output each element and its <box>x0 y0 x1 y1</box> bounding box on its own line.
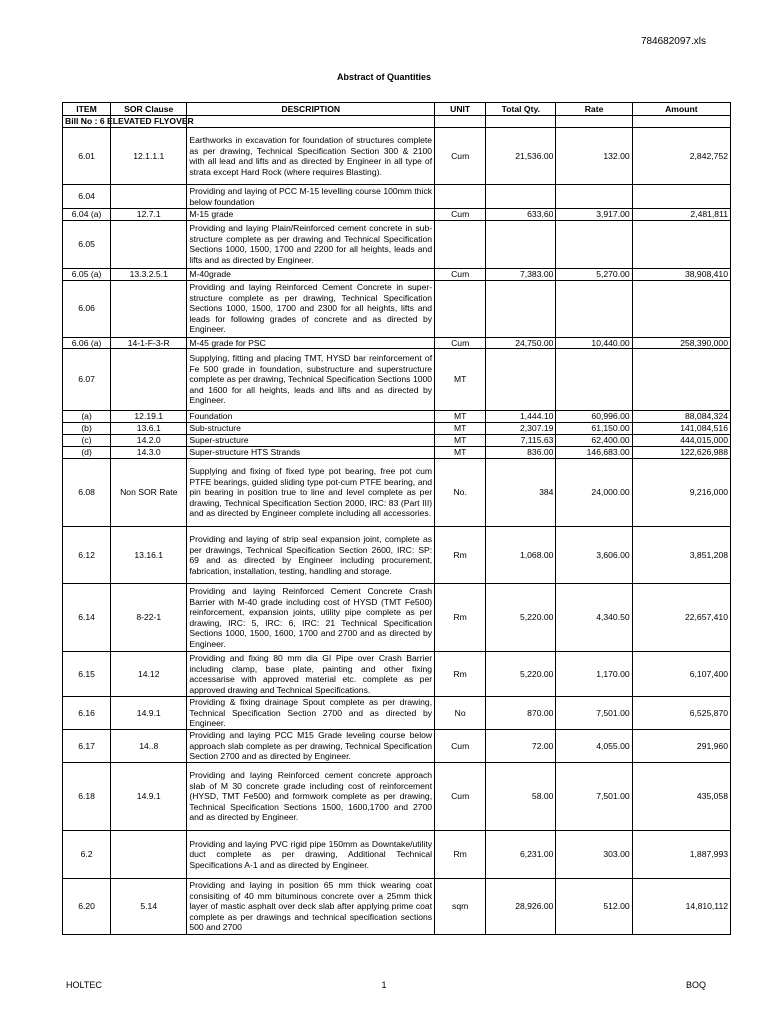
row-item-number: 6.2 <box>63 831 111 879</box>
row-amount: 22,657,410 <box>632 584 730 652</box>
table-row <box>63 584 731 652</box>
row-total-qty <box>486 280 556 337</box>
row-total-qty: 1,444.10 <box>486 411 556 423</box>
row-item-number: (d) <box>63 447 111 459</box>
row-rate: 61,150.00 <box>556 423 632 435</box>
row-unit: No <box>435 697 486 730</box>
row-amount: 444,015,000 <box>632 435 730 447</box>
row-description: M-40grade <box>187 268 435 280</box>
table-row <box>63 337 731 349</box>
row-item-number: 6.16 <box>63 697 111 730</box>
table-row <box>63 423 731 435</box>
row-description: Providing and laying PCC M15 Grade leveling course below approach slab complete as per drawing, Technical Specification Section 2700 and as directed by Engineer. <box>187 730 435 763</box>
row-unit: sqm <box>435 879 486 935</box>
column-header-unit: UNIT <box>435 103 486 116</box>
row-unit: Rm <box>435 584 486 652</box>
row-unit: Rm <box>435 831 486 879</box>
table-row <box>63 527 731 584</box>
row-item-number: (c) <box>63 435 111 447</box>
row-amount: 122,626,988 <box>632 447 730 459</box>
table-row <box>63 435 731 447</box>
row-rate: 132.00 <box>556 128 632 185</box>
row-rate: 3,917.00 <box>556 209 632 221</box>
table-row <box>63 459 731 527</box>
row-item-number: 6.07 <box>63 349 111 411</box>
row-rate: 7,501.00 <box>556 763 632 831</box>
row-description: Supplying, fitting and placing TMT, HYSD bar reinforcement of Fe 500 grade in foundation, substructure and superstructure complete as per drawing, Technical Specification Sections 1000 and 1600 for all heights, leads and lifts and as directed by Engineer. <box>187 349 435 411</box>
row-sor-clause: 14.9.1 <box>111 763 187 831</box>
row-unit: MT <box>435 411 486 423</box>
row-sor-clause <box>111 831 187 879</box>
row-rate: 7,501.00 <box>556 697 632 730</box>
row-item-number: 6.06 (a) <box>63 337 111 349</box>
row-rate: 60,996.00 <box>556 411 632 423</box>
file-name: 784682097.xls <box>640 36 706 47</box>
row-unit: Rm <box>435 527 486 584</box>
row-rate: 4,340.50 <box>556 584 632 652</box>
row-unit: Cum <box>435 209 486 221</box>
row-total-qty: 7,115.63 <box>486 435 556 447</box>
row-total-qty: 633.60 <box>486 209 556 221</box>
row-amount: 6,525,870 <box>632 697 730 730</box>
row-description: Providing and laying in position 65 mm thick wearing coat consisiting of 40 mm bituminous concrete over a 25mm thick layer of mastic asphalt over deck slab after applying prime coat complete as per drawings and technical specification sections 500 and 2700 <box>187 879 435 935</box>
row-unit: Cum <box>435 128 486 185</box>
row-unit <box>435 280 486 337</box>
row-item-number: 6.14 <box>63 584 111 652</box>
row-unit: Cum <box>435 763 486 831</box>
row-description: Super-structure HTS Strands <box>187 447 435 459</box>
row-unit <box>435 220 486 268</box>
table-row <box>63 763 731 831</box>
row-rate: 512.00 <box>556 879 632 935</box>
row-amount: 2,842,752 <box>632 128 730 185</box>
row-total-qty: 6,231.00 <box>486 831 556 879</box>
footer-sheet-name: BOQ <box>685 980 706 990</box>
table-row <box>63 831 731 879</box>
page-title: Abstract of Quantities <box>336 72 431 82</box>
row-total-qty: 2,307.19 <box>486 423 556 435</box>
row-total-qty: 5,220.00 <box>486 584 556 652</box>
row-rate: 146,683.00 <box>556 447 632 459</box>
row-item-number: (a) <box>63 411 111 423</box>
row-description: M-15 grade <box>187 209 435 221</box>
row-sor-clause: 5.14 <box>111 879 187 935</box>
row-total-qty <box>486 220 556 268</box>
column-header-description: DESCRIPTION <box>187 103 435 116</box>
row-amount <box>632 349 730 411</box>
column-header-rate: Rate <box>556 103 632 116</box>
row-description: Providing and laying of PCC M-15 levelling course 100mm thick below foundation <box>187 185 435 209</box>
table-row <box>63 209 731 221</box>
row-item-number: 6.18 <box>63 763 111 831</box>
row-description: Foundation <box>187 411 435 423</box>
row-amount <box>632 185 730 209</box>
table-row <box>63 185 731 209</box>
row-description: Providing and laying Reinforced cement concrete approach slab of M 30 concrete grade including cost of reinforcement (HYSD, TMT Fe500) and formwork complete as per drawing, Technical Specification Sections 1500, 1600,1700 and 2700 and as directed by Engineer. <box>187 763 435 831</box>
footer-page-number: 1 <box>381 980 387 990</box>
row-item-number: 6.08 <box>63 459 111 527</box>
row-unit: Cum <box>435 268 486 280</box>
row-total-qty: 384 <box>486 459 556 527</box>
table-row <box>63 280 731 337</box>
row-sor-clause: 13.3.2.5.1 <box>111 268 187 280</box>
row-item-number: (b) <box>63 423 111 435</box>
row-sor-clause: 13.6.1 <box>111 423 187 435</box>
row-sor-clause: 12.1.1.1 <box>111 128 187 185</box>
row-sor-clause: 14..8 <box>111 730 187 763</box>
row-description: Providing and laying of strip seal expansion joint, complete as per drawings, Technical Specification Section 2600, IRC: SP: 69 and as directed by Engineer including procurement, fabrication, installation, testing, handling and storage. <box>187 527 435 584</box>
row-description: Providing & fixing drainage Spout complete as per drawing, Technical Specification Section 2700 and as directed by Engineer. <box>187 697 435 730</box>
row-sor-clause <box>111 220 187 268</box>
row-total-qty: 58.00 <box>486 763 556 831</box>
row-sor-clause: 12.7.1 <box>111 209 187 221</box>
row-unit <box>435 185 486 209</box>
row-amount: 9,216,000 <box>632 459 730 527</box>
column-header-sor-clause: SOR Clause <box>111 103 187 116</box>
row-unit: No. <box>435 459 486 527</box>
row-total-qty <box>486 185 556 209</box>
row-total-qty: 21,536.00 <box>486 128 556 185</box>
row-sor-clause: Non SOR Rate <box>111 459 187 527</box>
table-row <box>63 879 731 935</box>
row-amount <box>632 280 730 337</box>
row-item-number: 6.05 <box>63 220 111 268</box>
row-sor-clause: 14.2.0 <box>111 435 187 447</box>
column-header-total-qty: Total Qty. <box>486 103 556 116</box>
row-unit: Cum <box>435 337 486 349</box>
row-rate: 1,170.00 <box>556 652 632 697</box>
table-row <box>63 697 731 730</box>
row-sor-clause: 14-1-F-3-R <box>111 337 187 349</box>
row-sor-clause <box>111 280 187 337</box>
row-total-qty: 72.00 <box>486 730 556 763</box>
row-sor-clause <box>111 349 187 411</box>
row-sor-clause <box>111 185 187 209</box>
row-amount: 14,810,112 <box>632 879 730 935</box>
row-item-number: 6.06 <box>63 280 111 337</box>
row-total-qty: 28,926.00 <box>486 879 556 935</box>
row-sor-clause: 13.16.1 <box>111 527 187 584</box>
row-unit: MT <box>435 447 486 459</box>
row-description: Providing and laying Plain/Reinforced cement concrete in sub-structure complete as per drawing and Technical Specification Sections 1000, 1500, 1700 and 2200 for all heights, leads and lifts and as directed by Engineer. <box>187 220 435 268</box>
row-rate: 62,400.00 <box>556 435 632 447</box>
row-description: M-45 grade for PSC <box>187 337 435 349</box>
table-row <box>63 128 731 185</box>
row-amount: 1,887,993 <box>632 831 730 879</box>
row-unit: Rm <box>435 652 486 697</box>
row-item-number: 6.17 <box>63 730 111 763</box>
row-total-qty: 24,750.00 <box>486 337 556 349</box>
row-rate <box>556 185 632 209</box>
row-description: Providing and laying PVC rigid pipe 150mm as Downtake/utility duct complete as per drawing, Additional Technical Specifications A-1 and as directed by Engineer. <box>187 831 435 879</box>
table-row <box>63 652 731 697</box>
row-rate <box>556 220 632 268</box>
row-description: Earthworks in excavation for foundation of structures complete as per drawing, Technical Specification Section 300 & 2100 with all lead and lifts and as directed by Engineer in all type of strata except Hard Rock (where requires Blasting). <box>187 128 435 185</box>
row-description: Supplying and fixing of fixed type pot bearing, free pot cum PTFE bearings, guided sliding type pot-cum PTFE bearing, and pin bearing in position true to line and level complete as per drawing, Technical Specification Section 2000, IRC: 83 (Part III) and as directed by Engineer complete including all accessories. <box>187 459 435 527</box>
row-sor-clause: 14.12 <box>111 652 187 697</box>
table-row <box>63 349 731 411</box>
table-row <box>63 220 731 268</box>
row-sor-clause: 14.3.0 <box>111 447 187 459</box>
row-amount <box>632 220 730 268</box>
row-total-qty: 5,220.00 <box>486 652 556 697</box>
row-amount: 6,107,400 <box>632 652 730 697</box>
row-amount: 38,908,410 <box>632 268 730 280</box>
row-description: Super-structure <box>187 435 435 447</box>
row-item-number: 6.04 <box>63 185 111 209</box>
table-row <box>63 268 731 280</box>
row-unit: MT <box>435 435 486 447</box>
row-description: Providing and fixing 80 mm dia GI Pipe over Crash Barrier including clamp, base plate, painting and other fixing accessarise with approved material etc. complete as per approved drawing and Technical Specifications. <box>187 652 435 697</box>
row-amount: 3,851,208 <box>632 527 730 584</box>
row-sor-clause: 12.19.1 <box>111 411 187 423</box>
row-item-number: 6.04 (a) <box>63 209 111 221</box>
row-total-qty: 1,068.00 <box>486 527 556 584</box>
row-description: Providing and laying Reinforced Cement Concrete Crash Barrier with M-40 grade including cost of HYSD (TMT Fe500) reinforcement, expansion joints, utility pipe complete as per drawing, IRC: 5, IRC: 6, IRC: 21 Technical Specification Sections 1000, 1500, 1600, 1700 and 2700 and as directed by Engineer. <box>187 584 435 652</box>
row-unit: MT <box>435 349 486 411</box>
row-rate <box>556 280 632 337</box>
row-rate: 10,440.00 <box>556 337 632 349</box>
row-rate <box>556 349 632 411</box>
row-rate: 3,606.00 <box>556 527 632 584</box>
row-total-qty <box>486 349 556 411</box>
bill-heading: Bill No : 6 ELEVATED FLYOVER <box>65 116 194 127</box>
row-description: Sub-structure <box>187 423 435 435</box>
row-total-qty: 7,383.00 <box>486 268 556 280</box>
row-unit: MT <box>435 423 486 435</box>
quantities-table <box>62 102 731 935</box>
row-amount: 141,084,516 <box>632 423 730 435</box>
row-item-number: 6.20 <box>63 879 111 935</box>
table-row <box>63 411 731 423</box>
table-row <box>63 447 731 459</box>
row-amount: 291,960 <box>632 730 730 763</box>
row-sor-clause: 8-22-1 <box>111 584 187 652</box>
row-item-number: 6.15 <box>63 652 111 697</box>
row-unit: Cum <box>435 730 486 763</box>
row-rate: 303.00 <box>556 831 632 879</box>
row-rate: 24,000.00 <box>556 459 632 527</box>
footer-company: HOLTEC <box>66 980 102 990</box>
row-item-number: 6.12 <box>63 527 111 584</box>
row-amount: 2,481,811 <box>632 209 730 221</box>
row-item-number: 6.05 (a) <box>63 268 111 280</box>
row-sor-clause: 14.9.1 <box>111 697 187 730</box>
table-header-row <box>63 103 731 116</box>
row-rate: 4,055.00 <box>556 730 632 763</box>
row-rate: 5,270.00 <box>556 268 632 280</box>
column-header-item: ITEM <box>63 103 111 116</box>
column-header-amount: Amount <box>632 103 730 116</box>
row-amount: 88,084,324 <box>632 411 730 423</box>
row-amount: 435,058 <box>632 763 730 831</box>
row-amount: 258,390,000 <box>632 337 730 349</box>
row-total-qty: 836.00 <box>486 447 556 459</box>
table-row <box>63 730 731 763</box>
bill-heading-row <box>63 116 731 128</box>
row-total-qty: 870.00 <box>486 697 556 730</box>
row-description: Providing and laying Reinforced Cement Concrete in super-structure complete as per drawing, Technical Specification Sections 1000, 1500, 1700 and 2300 for all heights, lifts and leads for following grades of concrete and as directed by Engineer. <box>187 280 435 337</box>
row-item-number: 6.01 <box>63 128 111 185</box>
